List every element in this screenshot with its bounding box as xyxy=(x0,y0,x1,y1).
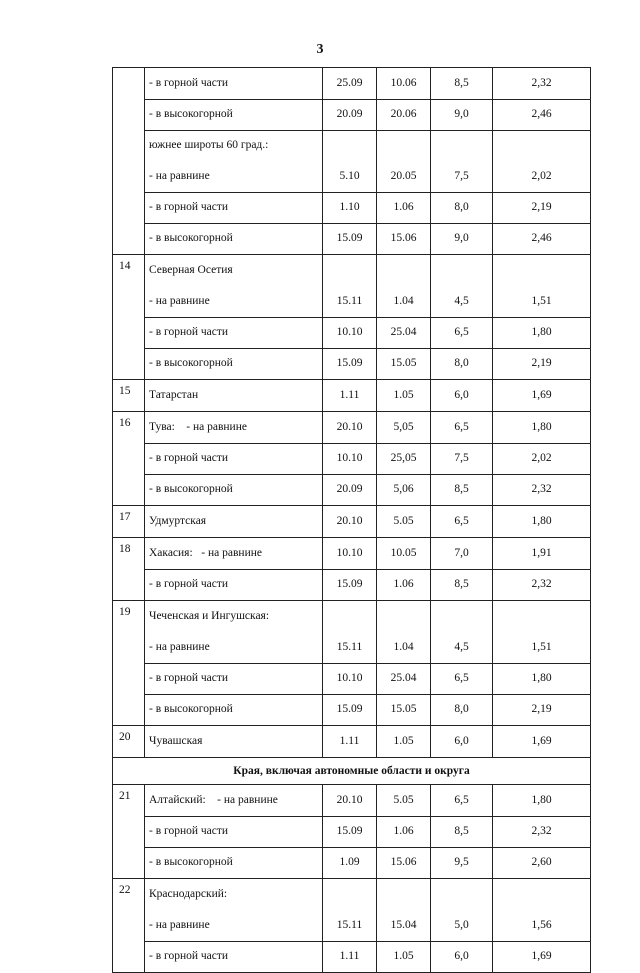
cell-date-end: 1.05 xyxy=(377,726,431,758)
cell-date-start: 15.09 xyxy=(323,348,377,380)
table-row xyxy=(113,816,591,847)
cell-value-a: 8,0 xyxy=(431,348,493,380)
cell-value-a: 4,5 xyxy=(431,632,493,663)
cell-value-b: 1,69 xyxy=(493,726,591,758)
cell-date-end: 25,05 xyxy=(377,443,431,474)
cell-value-a: 4,5 xyxy=(431,286,493,317)
cell-value-a: 6,5 xyxy=(431,785,493,817)
row-label: - в горной части xyxy=(145,663,323,694)
cell-date-start: 1.11 xyxy=(323,380,377,412)
cell-value-b: 1,80 xyxy=(493,663,591,694)
cell-value-a: 8,0 xyxy=(431,694,493,726)
cell-date-end: 15.04 xyxy=(377,910,431,941)
table-row xyxy=(113,68,591,100)
cell-value-b: 2,46 xyxy=(493,223,591,255)
cell-date-end: 1.06 xyxy=(377,192,431,223)
page-number: 3 xyxy=(316,42,324,57)
row-number: 22 xyxy=(113,879,145,911)
row-number xyxy=(113,68,145,100)
row-label: - на равнине xyxy=(145,286,323,317)
table-row xyxy=(113,130,591,161)
cell-date-start: 20.10 xyxy=(323,506,377,538)
cell-value-a: 8,0 xyxy=(431,192,493,223)
cell-date-start: 15.09 xyxy=(323,694,377,726)
cell-value-b: 1,80 xyxy=(493,785,591,817)
row-label: Удмуртская xyxy=(145,506,323,538)
cell-value-a: 8,5 xyxy=(431,68,493,100)
cell-value-b: 1,91 xyxy=(493,538,591,570)
table-row xyxy=(113,847,591,879)
table-row xyxy=(113,910,591,941)
section-heading: Края, включая автономные области и округа xyxy=(113,758,591,785)
row-label: - в высокогорной xyxy=(145,99,323,130)
cell-value-b: 1,80 xyxy=(493,317,591,348)
cell-value-b: 1,69 xyxy=(493,380,591,412)
cell-value-b: 2,19 xyxy=(493,694,591,726)
row-label: южнее широты 60 град.: xyxy=(145,130,323,161)
row-label: Тува: - на равнине xyxy=(145,412,323,444)
cell-date-end: 25.04 xyxy=(377,317,431,348)
cell-date-end: 1.05 xyxy=(377,380,431,412)
cell-value-b: 2,46 xyxy=(493,99,591,130)
cell-date-start: 15.09 xyxy=(323,816,377,847)
table-row xyxy=(113,941,591,973)
cell-date-start: 20.09 xyxy=(323,474,377,506)
table-row xyxy=(113,255,591,287)
row-label: - в высокогорной xyxy=(145,847,323,879)
cell-date-start: 25.09 xyxy=(323,68,377,100)
table-row xyxy=(113,192,591,223)
row-label: - в горной части xyxy=(145,68,323,100)
row-number: 19 xyxy=(113,601,145,633)
cell-date-end: 20.05 xyxy=(377,161,431,192)
row-number: 17 xyxy=(113,506,145,538)
cell-date-start: 10.10 xyxy=(323,538,377,570)
cell-value-a: 6,0 xyxy=(431,726,493,758)
cell-date-end: 1.04 xyxy=(377,286,431,317)
cell-date-end: 10.05 xyxy=(377,538,431,570)
cell-value-b: 2,32 xyxy=(493,816,591,847)
row-label: - в горной части xyxy=(145,443,323,474)
row-label: Алтайский: - на равнине xyxy=(145,785,323,817)
table-row xyxy=(113,694,591,726)
cell-date-end: 15.05 xyxy=(377,694,431,726)
cell-value-a: 7,5 xyxy=(431,161,493,192)
cell-date-start: 5.10 xyxy=(323,161,377,192)
cell-value-a: 8,5 xyxy=(431,816,493,847)
cell-value-a: 5,0 xyxy=(431,910,493,941)
table-row xyxy=(113,412,591,444)
cell-value-a: 6,0 xyxy=(431,380,493,412)
table-row xyxy=(113,223,591,255)
cell-date-end: 15.06 xyxy=(377,223,431,255)
row-label: - в высокогорной xyxy=(145,348,323,380)
row-number: 21 xyxy=(113,785,145,817)
section-row xyxy=(113,758,591,785)
cell-date-end: 5,05 xyxy=(377,412,431,444)
cell-date-start: 20.09 xyxy=(323,99,377,130)
cell-value-b: 2,02 xyxy=(493,161,591,192)
cell-value-b: 2,19 xyxy=(493,192,591,223)
cell-date-end: 10.06 xyxy=(377,68,431,100)
table-row xyxy=(113,569,591,601)
row-label: - в горной части xyxy=(145,192,323,223)
table-row xyxy=(113,317,591,348)
cell-date-end: 5.05 xyxy=(377,506,431,538)
table-row xyxy=(113,286,591,317)
cell-value-a: 8,5 xyxy=(431,474,493,506)
table-row xyxy=(113,474,591,506)
row-label: Татарстан xyxy=(145,380,323,412)
row-label: - на равнине xyxy=(145,632,323,663)
row-number: 18 xyxy=(113,538,145,570)
row-label: - в высокогорной xyxy=(145,694,323,726)
row-label: Чеченская и Ингушская: xyxy=(145,601,323,633)
cell-date-start: 10.10 xyxy=(323,443,377,474)
row-number: 16 xyxy=(113,412,145,444)
cell-date-end: 1.04 xyxy=(377,632,431,663)
cell-value-a: 6,5 xyxy=(431,506,493,538)
cell-value-a: 6,5 xyxy=(431,317,493,348)
table-row xyxy=(113,601,591,633)
row-label: - в высокогорной xyxy=(145,474,323,506)
cell-date-start: 15.11 xyxy=(323,632,377,663)
cell-value-b: 1,51 xyxy=(493,632,591,663)
row-label: - в горной части xyxy=(145,317,323,348)
cell-value-a: 9,0 xyxy=(431,99,493,130)
cell-date-start: 1.10 xyxy=(323,192,377,223)
cell-date-start: 20.10 xyxy=(323,412,377,444)
table-row xyxy=(113,538,591,570)
cell-date-end: 20.06 xyxy=(377,99,431,130)
cell-value-b: 1,80 xyxy=(493,412,591,444)
cell-value-b: 2,60 xyxy=(493,847,591,879)
cell-date-end: 5.05 xyxy=(377,785,431,817)
table-row xyxy=(113,506,591,538)
table-row xyxy=(113,161,591,192)
table-row xyxy=(113,726,591,758)
cell-date-end: 15.06 xyxy=(377,847,431,879)
cell-value-a: 8,5 xyxy=(431,569,493,601)
cell-date-start: 15.09 xyxy=(323,223,377,255)
cell-date-start: 20.10 xyxy=(323,785,377,817)
row-number: 14 xyxy=(113,255,145,287)
cell-value-b: 1,69 xyxy=(493,941,591,973)
climate-table xyxy=(112,67,591,973)
cell-value-b: 2,02 xyxy=(493,443,591,474)
cell-value-b: 1,80 xyxy=(493,506,591,538)
cell-date-start: 15.09 xyxy=(323,569,377,601)
cell-value-a: 7,0 xyxy=(431,538,493,570)
row-label: - в горной части xyxy=(145,569,323,601)
cell-value-b: 2,32 xyxy=(493,569,591,601)
cell-date-start: 1.11 xyxy=(323,941,377,973)
cell-value-a: 9,0 xyxy=(431,223,493,255)
cell-date-start: 10.10 xyxy=(323,317,377,348)
cell-date-start: 15.11 xyxy=(323,286,377,317)
table-row xyxy=(113,632,591,663)
cell-date-end: 15.05 xyxy=(377,348,431,380)
row-label: Краснодарский: xyxy=(145,879,323,911)
row-label: - в горной части xyxy=(145,816,323,847)
cell-value-b: 2,32 xyxy=(493,68,591,100)
table-row xyxy=(113,99,591,130)
cell-value-a: 7,5 xyxy=(431,443,493,474)
cell-date-start: 1.11 xyxy=(323,726,377,758)
row-label: - на равнине xyxy=(145,910,323,941)
table-row xyxy=(113,785,591,817)
cell-value-a: 6,0 xyxy=(431,941,493,973)
cell-date-start: 15.11 xyxy=(323,910,377,941)
row-label: - на равнине xyxy=(145,161,323,192)
cell-date-end: 1.05 xyxy=(377,941,431,973)
table-row xyxy=(113,879,591,911)
cell-value-b: 1,51 xyxy=(493,286,591,317)
cell-date-start: 1.09 xyxy=(323,847,377,879)
cell-value-b: 1,56 xyxy=(493,910,591,941)
cell-date-start: 10.10 xyxy=(323,663,377,694)
table-row xyxy=(113,663,591,694)
cell-date-end: 1.06 xyxy=(377,816,431,847)
row-label: - в горной части xyxy=(145,941,323,973)
cell-date-end: 1.06 xyxy=(377,569,431,601)
table-row xyxy=(113,380,591,412)
cell-value-b: 2,19 xyxy=(493,348,591,380)
cell-value-a: 9,5 xyxy=(431,847,493,879)
cell-date-end: 5,06 xyxy=(377,474,431,506)
row-label: Хакасия: - на равнине xyxy=(145,538,323,570)
table-row xyxy=(113,443,591,474)
row-number: 15 xyxy=(113,380,145,412)
cell-value-b: 2,32 xyxy=(493,474,591,506)
cell-value-a: 6,5 xyxy=(431,663,493,694)
table-row xyxy=(113,348,591,380)
row-label: Северная Осетия xyxy=(145,255,323,287)
row-label: Чувашская xyxy=(145,726,323,758)
row-number: 20 xyxy=(113,726,145,758)
cell-date-end: 25.04 xyxy=(377,663,431,694)
cell-value-a: 6,5 xyxy=(431,412,493,444)
row-label: - в высокогорной xyxy=(145,223,323,255)
